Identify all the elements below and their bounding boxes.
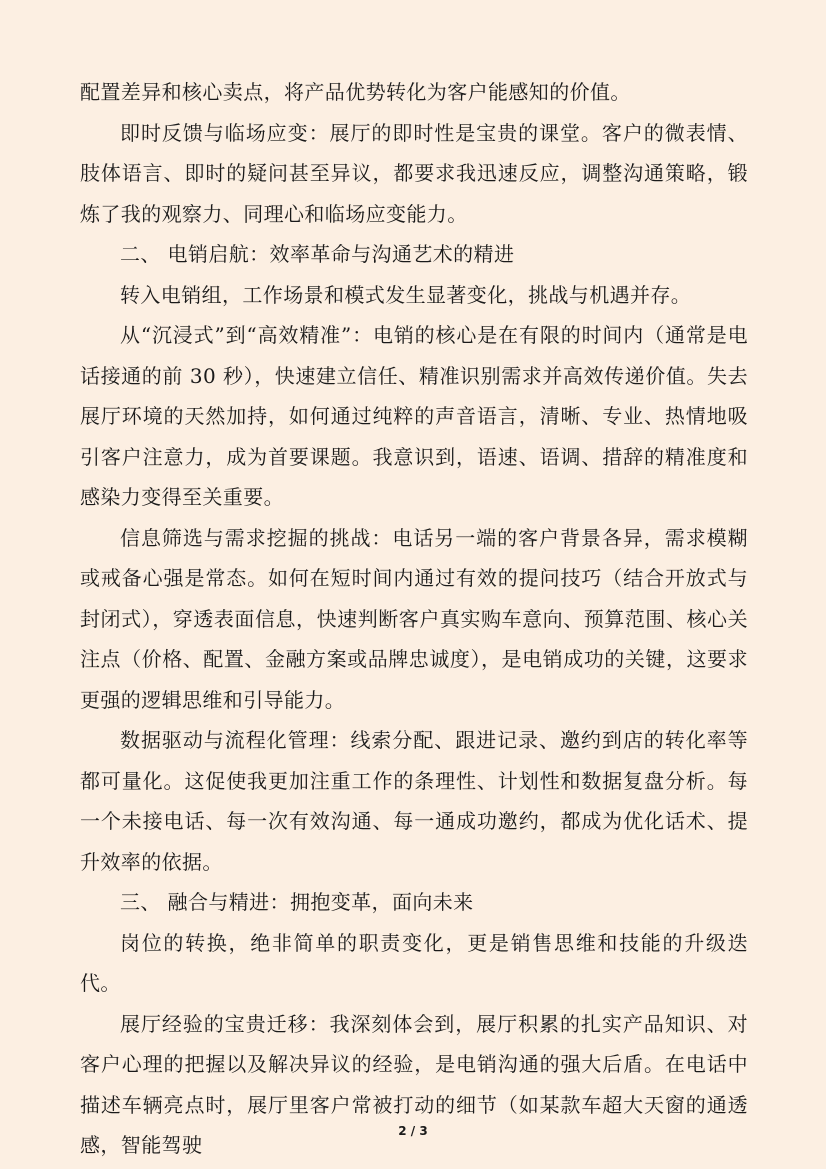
paragraph-8: 展厅经验的宝贵迁移：我深刻体会到，展厅积累的扎实产品知识、对客户心理的把握以及解决异议的经验，是电销沟通的强大后盾。在电话中描述车辆亮点时，展厅里客户常被打动的细节（如某款车超大天窗的通透感，智能驾驶 — [80, 1011, 748, 1157]
section-heading-2: 二、 电销启航：效率革命与沟通艺术的精进 — [120, 242, 515, 266]
section-heading-3: 三、 融合与精进：拥抱变革，面向未来 — [120, 890, 474, 914]
paragraph-3: 转入电销组，工作场景和模式发生显著变化，挑战与机遇并存。 — [120, 282, 692, 307]
paragraph-6: 数据驱动与流程化管理：线索分配、跟进记录、邀约到店的转化率等都可量化。这促使我更加注重工作的条理性、计划性和数据复盘分析。每一个未接电话、每一次有效沟通、每一通成功邀约，都成为优化话术、提升效率的依据。 — [80, 728, 748, 874]
page-number: 2 / 3 — [398, 1124, 428, 1138]
document-body — [80, 72, 748, 1166]
paragraph-2: 即时反馈与临场应变：展厅的即时性是宝贵的课堂。客户的微表情、肢体语言、即时的疑问甚至异议，都要求我迅速反应，调整沟通策略，锻炼了我的观察力、同理心和临场应变能力。 — [80, 120, 748, 226]
paragraph-5: 信息筛选与需求挖掘的挑战：电话另一端的客户背景各异，需求模糊或戒备心强是常态。如何在短时间内通过有效的提问技巧（结合开放式与封闭式），穿透表面信息，快速判断客户真实购车意向、预算范围、核心关注点（价格、配置、金融方案或品牌忠诚度），是电销成功的关键，这要求更强的逻辑思维和引导能力。 — [80, 525, 748, 712]
paragraph-7: 岗位的转换，绝非简单的职责变化，更是销售思维和技能的升级迭代。 — [80, 930, 748, 995]
paragraph-4: 从“沉浸式”到“高效精准”：电销的核心是在有限的时间内（通常是电话接通的前 30 秒），快速建立信任、精准识别需求并高效传递价值。失去展厅环境的天然加持，如何通过纯粹的声音语言，清晰、专业、热情地吸引客户注意力，成为首要课题。我意识到，语速、语调、措辞的精准度和感染力变得至关重要。 — [80, 323, 748, 509]
paragraph-1: 配置差异和核心卖点，将产品优势转化为客户能感知的价值。 — [80, 80, 631, 104]
